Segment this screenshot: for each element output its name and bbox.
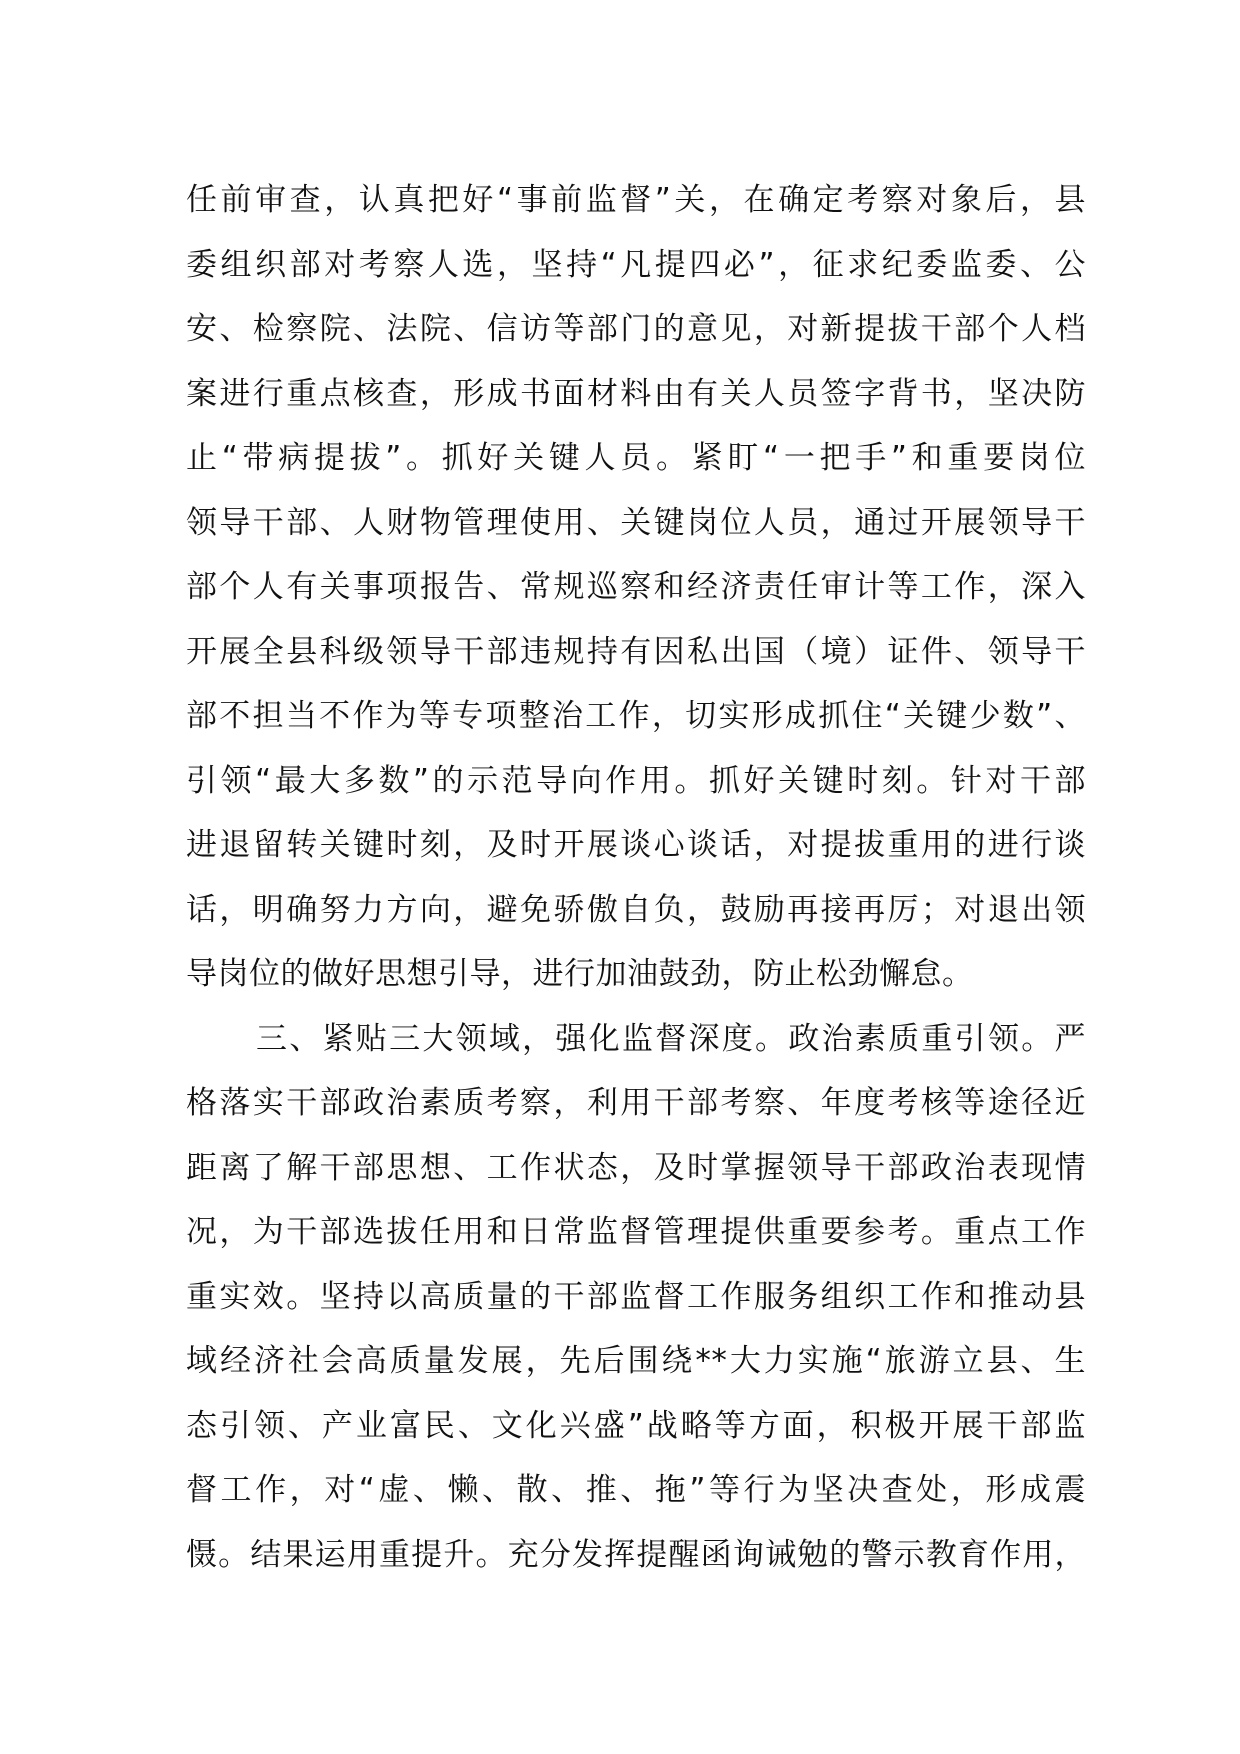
- paragraph-end-line: 导岗位的做好思想引导，进行加油鼓劲，防止松劲懈怠。: [186, 956, 974, 992]
- text-line: 域经济社会高质量发展，先后围绕**大力实施“旅游立县、生: [186, 1343, 1086, 1379]
- text-line: 开展全县科级领导干部违规持有因私出国（境）证件、领导干: [186, 633, 1086, 670]
- text-line: 况，为干部选拔任用和日常监督管理提供重要参考。重点工作: [186, 1214, 1086, 1250]
- text-line: 慑。结果运用重提升。充分发挥提醒函询诫勉的警示教育作用，: [186, 1536, 1086, 1573]
- body-text: [186, 168, 1086, 1587]
- section-heading-line: 三、紧贴三大领域，强化监督深度。政治素质重引领。严: [256, 1020, 1086, 1057]
- text-line: 格落实干部政治素质考察，利用干部考察、年度考核等途径近: [186, 1085, 1086, 1121]
- text-line: 部不担当不作为等专项整治工作，切实形成抓住“关键少数”、: [186, 698, 1086, 734]
- text-line: 部个人有关事项报告、常规巡察和经济责任审计等工作，深入: [186, 569, 1086, 605]
- text-line: 委组织部对考察人选，坚持“凡提四必”，征求纪委监委、公: [186, 246, 1086, 283]
- text-line: 进退留转关键时刻，及时开展谈心谈话，对提拔重用的进行谈: [186, 827, 1086, 863]
- text-line: 距离了解干部思想、工作状态，及时掌握领导干部政治表现情: [186, 1149, 1086, 1186]
- text-line: 重实效。坚持以高质量的干部监督工作服务组织工作和推动县: [186, 1278, 1086, 1315]
- text-line: 案进行重点核查，形成书面材料由有关人员签字背书，坚决防: [186, 375, 1086, 412]
- text-line: 任前审查，认真把好“事前监督”关，在确定考察对象后，县: [186, 182, 1086, 218]
- text-line: 止“带病提拔”。抓好关键人员。紧盯“一把手”和重要岗位: [186, 440, 1086, 476]
- text-line: 安、检察院、法院、信访等部门的意见，对新提拔干部个人档: [186, 311, 1086, 347]
- text-line: 话，明确努力方向，避免骄傲自负，鼓励再接再厉；对退出领: [186, 891, 1086, 928]
- text-line: 引领“最大多数”的示范导向作用。抓好关键时刻。针对干部: [186, 762, 1086, 799]
- text-line: 领导干部、人财物管理使用、关键岗位人员，通过开展领导干: [186, 504, 1086, 541]
- text-line: 态引领、产业富民、文化兴盛”战略等方面，积极开展干部监: [186, 1407, 1086, 1444]
- text-line: 督工作，对“虚、懒、散、推、拖”等行为坚决查处，形成震: [186, 1472, 1086, 1508]
